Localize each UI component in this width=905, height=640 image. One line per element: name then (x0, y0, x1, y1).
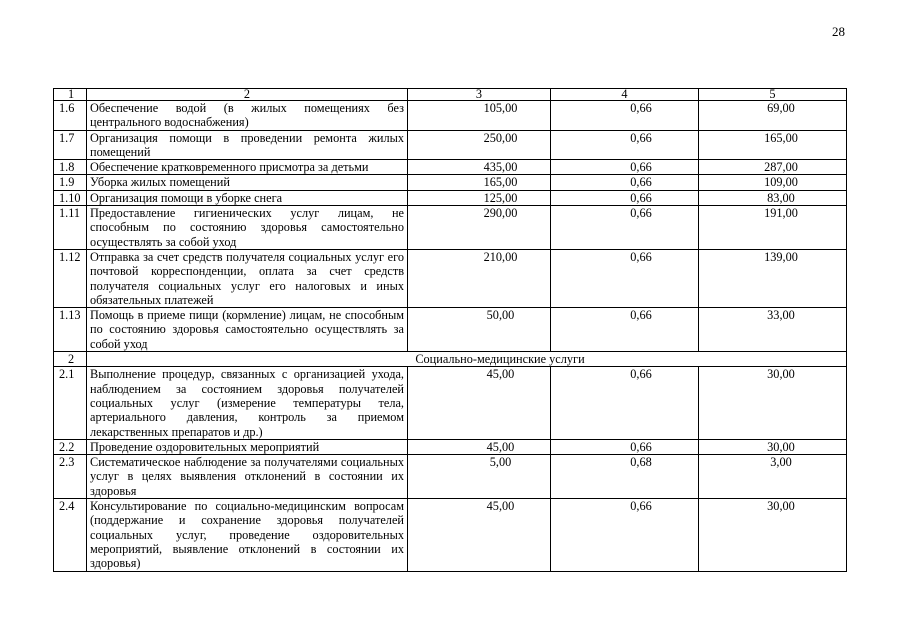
table-row (54, 249, 847, 307)
service-name: Организация помощи в проведении ремонта жилых помещений (87, 130, 408, 160)
service-name: Обеспечение кратковременного присмотра за детьми (87, 160, 408, 175)
header-cell-4: 4 (551, 89, 699, 101)
row-number: 2.1 (54, 367, 87, 439)
service-name: Консультирование по социально-медицинским вопросам (поддержание и сохранение здоровья получателей социальных услуг, проведение оздоровительных мероприятий, выявление отклонений в состоянии их здоровья) (87, 499, 408, 571)
row-number: 2.2 (54, 439, 87, 454)
table-row (54, 101, 847, 131)
cell-value-5: 287,00 (699, 160, 847, 175)
table-row (54, 130, 847, 160)
row-number: 1.12 (54, 249, 87, 307)
section-title: Социально-медицинские услуги (87, 352, 847, 367)
cell-value-5: 3,00 (699, 455, 847, 499)
cell-value-5: 139,00 (699, 249, 847, 307)
service-name: Систематическое наблюдение за получателями социальных услуг в целях выявления отклонений в состоянии их здоровья (87, 455, 408, 499)
row-number: 1.11 (54, 206, 87, 250)
header-cell-1: 1 (54, 89, 87, 101)
cell-value-3: 290,00 (408, 206, 551, 250)
row-number: 1.7 (54, 130, 87, 160)
cell-value-3: 165,00 (408, 175, 551, 190)
cell-value-4: 0,66 (551, 206, 699, 250)
table-row (54, 308, 847, 352)
table-row (54, 439, 847, 454)
table-row (54, 367, 847, 439)
cell-value-5: 83,00 (699, 190, 847, 205)
row-number: 2.4 (54, 499, 87, 571)
service-name: Организация помощи в уборке снега (87, 190, 408, 205)
table-row (54, 499, 847, 571)
cell-value-4: 0,66 (551, 249, 699, 307)
service-name: Выполнение процедур, связанных с организацией ухода, наблюдением за состоянием здоровья получателей социальных услуг (измерение температуры тела, артериального давления, контроль за приемом лекарственных препаратов и др.) (87, 367, 408, 439)
cell-value-4: 0,66 (551, 439, 699, 454)
row-number: 1.8 (54, 160, 87, 175)
cell-value-5: 33,00 (699, 308, 847, 352)
section-number: 2 (54, 352, 87, 367)
row-number: 1.13 (54, 308, 87, 352)
cell-value-3: 105,00 (408, 101, 551, 131)
table-row (54, 455, 847, 499)
service-name: Предоставление гигиенических услуг лицам, не способным по состоянию здоровья самостоятельно осуществлять за собой уход (87, 206, 408, 250)
page-number: 28 (832, 24, 845, 39)
cell-value-4: 0,66 (551, 101, 699, 131)
header-cell-2: 2 (87, 89, 408, 101)
cell-value-3: 50,00 (408, 308, 551, 352)
cell-value-5: 191,00 (699, 206, 847, 250)
service-name: Уборка жилых помещений (87, 175, 408, 190)
tariff-table (53, 88, 847, 572)
cell-value-5: 165,00 (699, 130, 847, 160)
cell-value-3: 5,00 (408, 455, 551, 499)
service-name: Проведение оздоровительных мероприятий (87, 439, 408, 454)
table-header-row (54, 89, 847, 101)
cell-value-3: 45,00 (408, 499, 551, 571)
header-cell-3: 3 (408, 89, 551, 101)
row-number: 1.9 (54, 175, 87, 190)
cell-value-5: 109,00 (699, 175, 847, 190)
section-header-row (54, 352, 847, 367)
cell-value-5: 30,00 (699, 367, 847, 439)
cell-value-3: 125,00 (408, 190, 551, 205)
table-row (54, 190, 847, 205)
cell-value-4: 0,66 (551, 308, 699, 352)
service-name: Обеспечение водой (в жилых помещениях без центрального водоснабжения) (87, 101, 408, 131)
service-name: Помощь в приеме пищи (кормление) лицам, не способным по состоянию здоровья самостоятельно осуществлять за собой уход (87, 308, 408, 352)
cell-value-3: 250,00 (408, 130, 551, 160)
table-row (54, 175, 847, 190)
table-row (54, 160, 847, 175)
cell-value-5: 69,00 (699, 101, 847, 131)
header-cell-5: 5 (699, 89, 847, 101)
row-number: 2.3 (54, 455, 87, 499)
service-name: Отправка за счет средств получателя социальных услуг его почтовой корреспонденции, оплата за счет средств получателя социальных услуг его налоговых и иных обязательных платежей (87, 249, 408, 307)
row-number: 1.10 (54, 190, 87, 205)
cell-value-5: 30,00 (699, 439, 847, 454)
cell-value-4: 0,66 (551, 175, 699, 190)
cell-value-4: 0,68 (551, 455, 699, 499)
cell-value-5: 30,00 (699, 499, 847, 571)
row-number: 1.6 (54, 101, 87, 131)
cell-value-3: 45,00 (408, 367, 551, 439)
cell-value-4: 0,66 (551, 499, 699, 571)
cell-value-4: 0,66 (551, 190, 699, 205)
table-row (54, 206, 847, 250)
cell-value-4: 0,66 (551, 160, 699, 175)
cell-value-3: 45,00 (408, 439, 551, 454)
cell-value-4: 0,66 (551, 130, 699, 160)
cell-value-3: 435,00 (408, 160, 551, 175)
cell-value-4: 0,66 (551, 367, 699, 439)
cell-value-3: 210,00 (408, 249, 551, 307)
